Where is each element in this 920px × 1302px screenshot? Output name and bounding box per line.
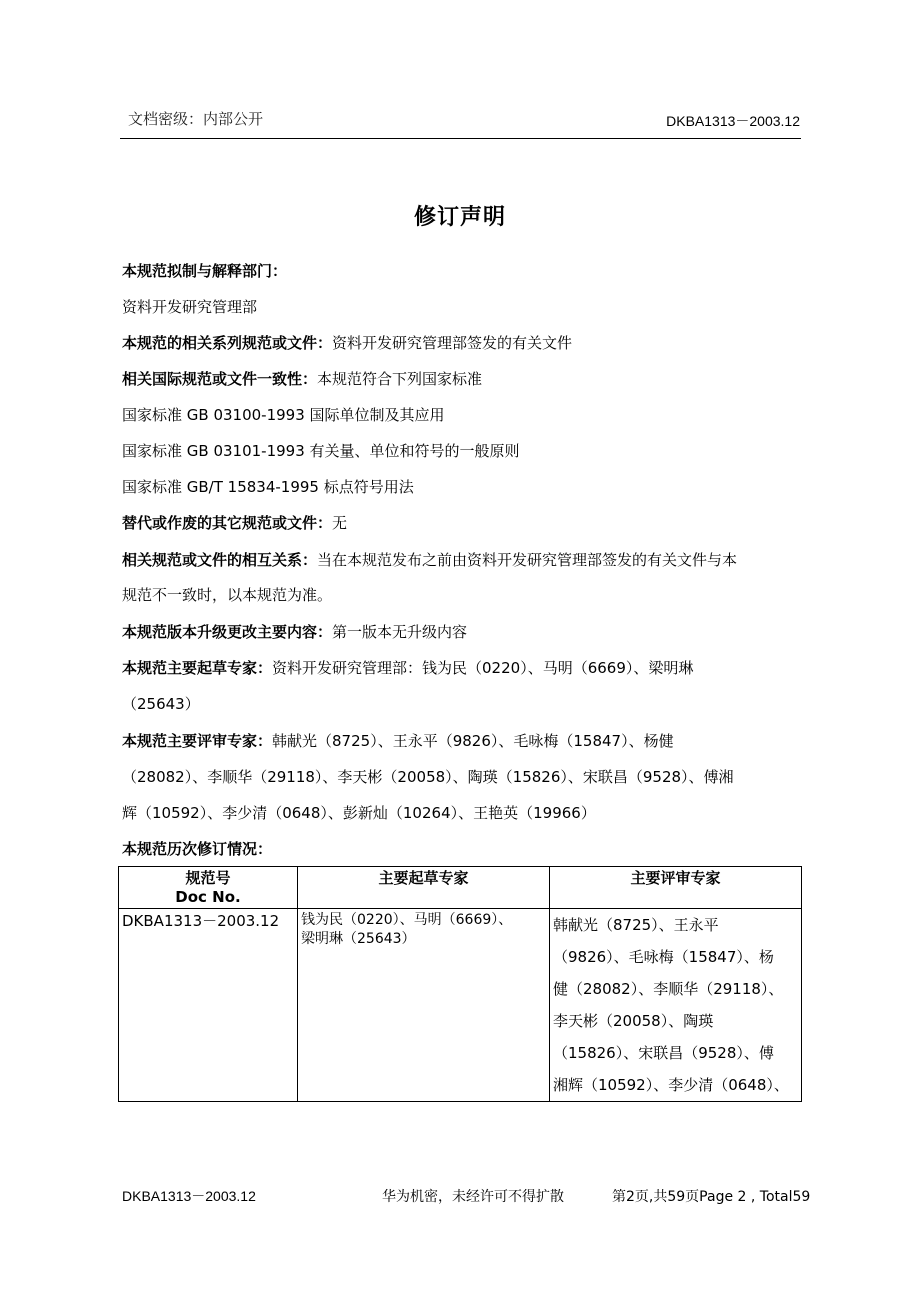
dept-value: 资料开发研究管理部	[122, 298, 258, 316]
standard-3: 国家标准 GB/T 15834-1995 标点符号用法	[122, 478, 414, 496]
intl-consistency-line	[122, 369, 482, 389]
standard-2: 国家标准 GB 03101-1993 有关量、单位和符号的一般原则	[122, 442, 520, 460]
related-docs-line	[122, 333, 572, 353]
header-doc-no	[119, 867, 298, 909]
related-docs-label: 本规范的相关系列规范或文件：	[122, 334, 333, 352]
reviewers-value-3: 辉（10592）、李少清（0648）、彭新灿（10264）、王艳英（19966）	[122, 804, 596, 822]
classification-label: 文档密级：内部公开	[128, 110, 264, 128]
row-reviewers-3: 健（28082）、李顺华（29118）、	[553, 980, 784, 998]
row-drafters-2: 梁明琳（25643）	[301, 931, 416, 947]
dept-label: 本规范拟制与解释部门：	[122, 262, 288, 280]
drafters-value-1: 资料开发研究管理部：钱为民（0220）、马明（6669）、梁明琳	[272, 659, 694, 677]
footer-confidential: 华为机密，未经许可不得扩散	[382, 1189, 564, 1205]
row-reviewers-4: 李天彬（20058）、陶瑛	[553, 1012, 714, 1030]
table-header-row	[119, 867, 802, 909]
revision-history-table	[118, 866, 802, 1102]
row-reviewers-6: 湘辉（10592）、李少清（0648）、	[553, 1076, 789, 1094]
reviewers-label: 本规范主要评审专家：	[122, 732, 273, 750]
row-doc-no: DKBA1313－2003.12	[119, 909, 298, 1102]
header-drafters: 主要起草专家	[298, 867, 550, 909]
replaced-docs-value: 无	[332, 514, 348, 532]
row-reviewers	[550, 909, 802, 1102]
relation-value-2: 规范不一致时，以本规范为准。	[122, 586, 333, 604]
row-drafters	[298, 909, 550, 1102]
reviewers-value-2: （28082）、李顺华（29118）、李天彬（20058）、陶瑛（15826）、宋联昌（9528）、傅湘	[122, 768, 734, 786]
intl-consistency-value: 本规范符合下列国家标准	[317, 370, 483, 388]
footer-page-number: 第2页,共59页Page 2 , Total59	[612, 1189, 811, 1205]
relation-value-1: 当在本规范发布之前由资料开发研究管理部签发的有关文件与本	[317, 551, 738, 569]
header-divider	[120, 138, 801, 139]
header-reviewers: 主要评审专家	[550, 867, 802, 909]
relation-line-1	[122, 550, 737, 570]
drafters-line-1	[122, 658, 693, 678]
header-doc-id: DKBA1313－2003.12	[666, 113, 800, 129]
relation-label: 相关规范或文件的相互关系：	[122, 551, 318, 569]
header-doc-no-en: Doc No.	[175, 888, 241, 906]
version-value: 第一版本无升级内容	[332, 623, 468, 641]
footer-doc-id: DKBA1313－2003.12	[122, 1188, 256, 1204]
table-row	[119, 909, 802, 1102]
version-label: 本规范版本升级更改主要内容：	[122, 623, 333, 641]
row-drafters-1: 钱为民（0220）、马明（6669）、	[301, 912, 513, 928]
standard-1: 国家标准 GB 03100-1993 国际单位制及其应用	[122, 406, 445, 424]
version-line	[122, 622, 467, 642]
row-reviewers-5: （15826）、宋联昌（9528）、傅	[553, 1044, 774, 1062]
history-label: 本规范历次修订情况：	[122, 840, 273, 858]
intl-consistency-label: 相关国际规范或文件一致性：	[122, 370, 318, 388]
row-reviewers-2: （9826）、毛咏梅（15847）、杨	[553, 948, 774, 966]
row-reviewers-1: 韩献光（8725）、王永平	[553, 916, 719, 934]
reviewers-value-1: 韩献光（8725）、王永平（9826）、毛咏梅（15847）、杨健	[272, 732, 674, 750]
replaced-docs-label: 替代或作废的其它规范或文件：	[122, 514, 333, 532]
page-title: 修订声明	[413, 205, 506, 230]
drafters-label: 本规范主要起草专家：	[122, 659, 273, 677]
related-docs-value: 资料开发研究管理部签发的有关文件	[332, 334, 573, 352]
replaced-docs-line	[122, 513, 347, 533]
reviewers-line-1	[122, 731, 674, 751]
header-doc-no-cn: 规范号	[185, 869, 231, 887]
drafters-value-2: （25643）	[122, 695, 200, 713]
